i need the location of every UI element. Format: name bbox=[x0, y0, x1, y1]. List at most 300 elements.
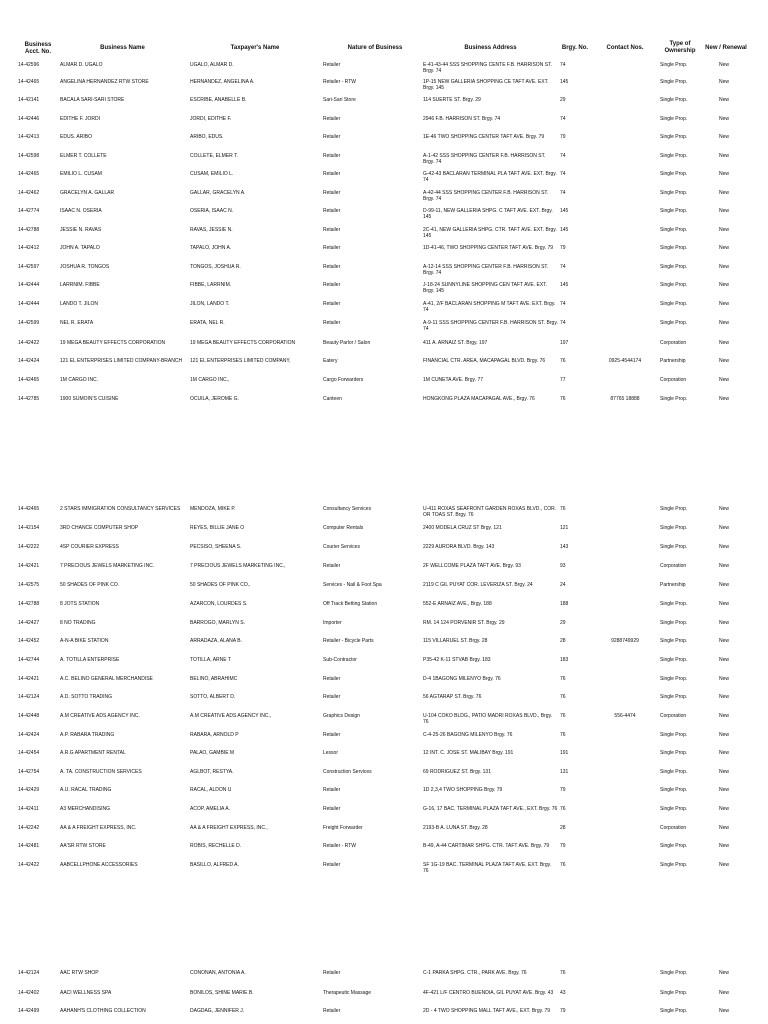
cell-nature: Construction Services bbox=[323, 769, 372, 775]
cell-tpname: BELINO, ABRAHIMC bbox=[190, 676, 238, 682]
cell-brgy: 76 bbox=[560, 862, 566, 868]
cell-brgy: 183 bbox=[560, 657, 569, 663]
header-brgy: Brgy. No. bbox=[561, 45, 589, 51]
cell-bname: NEL R. ERATA bbox=[60, 320, 94, 326]
cell-nature: Retailer bbox=[323, 320, 341, 326]
cell-acct: 14-42785 bbox=[18, 396, 40, 402]
cell-addr: G-42-43 BACLARAN TERMINAL PLA TAFT AVE. EXT. Brgy. 74 bbox=[423, 171, 557, 183]
header-ownership: Type of Ownership bbox=[664, 41, 696, 54]
cell-acct: 14-42599 bbox=[18, 320, 40, 326]
cell-bname: AABCELLPHONE ACCESSORIES bbox=[60, 862, 138, 868]
cell-bname: A. TA. CONSTRUCTION SERVICES bbox=[60, 769, 142, 775]
cell-acct: 14-42481 bbox=[18, 843, 40, 849]
cell-addr: E-41-43-44 SSS SHOPPING CENTE F.B. HARRISON ST. Brgy. 74 bbox=[423, 62, 552, 74]
cell-nr: New bbox=[719, 208, 730, 214]
cell-acct: 14-42444 bbox=[18, 282, 40, 288]
cell-brgy: 197 bbox=[560, 340, 569, 346]
cell-tpname: GALLAR, GRACELYN A. bbox=[190, 190, 246, 196]
cell-bname: EDUS. ARIBO bbox=[60, 134, 92, 140]
cell-acct: 14-42597 bbox=[18, 264, 40, 270]
cell-bname: A.R.G APARTMENT RENTAL bbox=[60, 750, 126, 756]
cell-tpname: PECSISO, SHEENA S. bbox=[190, 544, 242, 550]
cell-own: Single Prop. bbox=[660, 638, 688, 644]
cell-own: Single Prop. bbox=[660, 134, 688, 140]
cell-acct: 14-42446 bbox=[18, 116, 40, 122]
cell-acct: 14-42465 bbox=[18, 171, 40, 177]
cell-acct: 14-42424 bbox=[18, 732, 40, 738]
header-contact: Contact Nos. bbox=[606, 45, 644, 51]
cell-brgy: 191 bbox=[560, 750, 569, 756]
cell-addr: A-9-11 SSS SHOPPING CENTER F.B. HARRISON ST. Brgy. 74 bbox=[423, 320, 558, 332]
cell-brgy: 74 bbox=[560, 62, 566, 68]
cell-contact: 87765 18888 bbox=[610, 396, 640, 402]
cell-brgy: 74 bbox=[560, 264, 566, 270]
cell-nature: Sub-Contractor bbox=[323, 657, 357, 663]
cell-acct: 14-42421 bbox=[18, 676, 40, 682]
cell-own: Single Prop. bbox=[660, 190, 688, 196]
cell-nature: Retailer bbox=[323, 190, 341, 196]
cell-nature: Retailer bbox=[323, 732, 341, 738]
cell-brgy: 188 bbox=[560, 601, 569, 607]
cell-brgy: 145 bbox=[560, 227, 569, 233]
cell-nr: New bbox=[719, 245, 730, 251]
cell-bname: JOHN A. TAPALO bbox=[60, 245, 100, 251]
cell-own: Single Prop. bbox=[660, 694, 688, 700]
cell-brgy: 77 bbox=[560, 377, 566, 383]
cell-nature: Off Track Betting Station bbox=[323, 601, 378, 607]
cell-own: Single Prop. bbox=[660, 544, 688, 550]
cell-addr: 2193-B A. LUNA ST. Brgy. 28 bbox=[423, 825, 488, 831]
cell-nr: New bbox=[719, 657, 730, 663]
cell-acct: 14-42424 bbox=[18, 358, 40, 364]
cell-nr: New bbox=[719, 190, 730, 196]
cell-acct: 14-42448 bbox=[18, 713, 40, 719]
cell-addr: 114 SUERTE ST. Brgy. 29 bbox=[423, 97, 481, 103]
cell-acct: 14-42141 bbox=[18, 97, 40, 103]
cell-nature: Retailer bbox=[323, 862, 341, 868]
cell-addr: 2C-41, NEW GALLERIA SHPG. CTR. TAFT AVE. EXT. Brgy. 145 bbox=[423, 227, 557, 239]
cell-own: Single Prop. bbox=[660, 769, 688, 775]
cell-brgy: 74 bbox=[560, 320, 566, 326]
header-taxpayer-name: Taxpayer's Name bbox=[230, 45, 280, 51]
cell-tpname: ACOP, AMELIA A. bbox=[190, 806, 230, 812]
cell-nature: Sari-Sari Store bbox=[323, 97, 356, 103]
cell-nr: New bbox=[719, 97, 730, 103]
cell-acct: 14-42465 bbox=[18, 506, 40, 512]
cell-acct: 14-42575 bbox=[18, 582, 40, 588]
cell-tpname: MENDOZA, MIKE P. bbox=[190, 506, 236, 512]
cell-bname: EDITHE F. JORDI bbox=[60, 116, 101, 122]
cell-nr: New bbox=[719, 377, 730, 383]
cell-own: Corporation bbox=[660, 377, 687, 383]
cell-brgy: 29 bbox=[560, 97, 566, 103]
cell-acct: 14-42454 bbox=[18, 750, 40, 756]
cell-acct: 14-42411 bbox=[18, 806, 39, 812]
cell-nr: New bbox=[719, 732, 730, 738]
cell-bname: 3RD CHANCE COMPUTER SHOP bbox=[60, 525, 139, 531]
cell-bname: 8 NO TRADING bbox=[60, 620, 96, 626]
cell-tpname: REYES, BILLIE JANE O bbox=[190, 525, 245, 531]
cell-bname: EMILIO L. CUSAM bbox=[60, 171, 102, 177]
cell-own: Corporation bbox=[660, 825, 687, 831]
cell-acct: 14-42154 bbox=[18, 525, 40, 531]
cell-addr: 1E-46 TWO SHOPPING CENTER TAFT AVE. Brgy. 79 bbox=[423, 134, 545, 140]
cell-brgy: 76 bbox=[560, 358, 566, 364]
cell-bname: 8 JOTS STATION bbox=[60, 601, 100, 607]
cell-own: Single Prop. bbox=[660, 750, 688, 756]
cell-own: Single Prop. bbox=[660, 676, 688, 682]
cell-nature: Services - Nail & Foot Spa bbox=[323, 582, 382, 588]
cell-nature: Computer Rentals bbox=[323, 525, 364, 531]
cell-nature: Therapeutic Massage bbox=[323, 990, 372, 996]
cell-acct: 14-42465 bbox=[18, 79, 40, 85]
cell-brgy: 76 bbox=[560, 676, 566, 682]
cell-bname: A.C. BELINO GENERAL MERCHANDISE bbox=[60, 676, 153, 682]
cell-addr: 1P-15 NEW GALLERIA SHOPPING CE TAFT AVE. EXT. Brgy. 145 bbox=[423, 79, 549, 91]
cell-contact: 0925-4544174 bbox=[608, 358, 642, 364]
cell-acct: 14-42754 bbox=[18, 769, 40, 775]
cell-tpname: CUSAM, EMILIO L. bbox=[190, 171, 234, 177]
cell-brgy: 131 bbox=[560, 769, 569, 775]
cell-tpname: COLLETE, ELMER T. bbox=[190, 153, 238, 159]
cell-nr: New bbox=[719, 620, 730, 626]
cell-nr: New bbox=[719, 282, 730, 288]
cell-addr: 1M CUNETA AVE. Brgy. 77 bbox=[423, 377, 484, 383]
cell-nature: Retailer - Bicycle Parts bbox=[323, 638, 374, 644]
cell-bname: A-N-A BIKE STATION bbox=[60, 638, 109, 644]
cell-bname: ELMER T. COLLETE bbox=[60, 153, 107, 159]
cell-bname: A.P. RABARA TRADING bbox=[60, 732, 115, 738]
cell-bname: JOSHUA R. TONGOS bbox=[60, 264, 110, 270]
cell-own: Single Prop. bbox=[660, 1008, 688, 1014]
cell-acct: 14-42788 bbox=[18, 601, 40, 607]
cell-bname: ISAAC N. OSERIA bbox=[60, 208, 102, 214]
cell-bname: LANDO T. JILON bbox=[60, 301, 98, 307]
cell-own: Single Prop. bbox=[660, 806, 688, 812]
cell-nr: New bbox=[719, 806, 730, 812]
cell-acct: 14-42412 bbox=[18, 245, 40, 251]
cell-nature: Retailer bbox=[323, 245, 341, 251]
cell-own: Single Prop. bbox=[660, 620, 688, 626]
cell-addr: 2D - 4 TWO SHOPPING MALL TAFT AVE., EXT. Brgy. 79 bbox=[423, 1008, 551, 1014]
cell-nr: New bbox=[719, 301, 730, 307]
cell-nr: New bbox=[719, 358, 730, 364]
cell-tpname: OCUILA, JEROME G. bbox=[190, 396, 239, 402]
cell-nature: Retailer bbox=[323, 676, 341, 682]
cell-nr: New bbox=[719, 862, 730, 868]
cell-addr: A-1-42 SSS SHOPPING CENTER F.B. HARRISON ST. Brgy. 74 bbox=[423, 153, 546, 165]
cell-bname: AA'SR RTW STORE bbox=[60, 843, 106, 849]
cell-nr: New bbox=[719, 506, 730, 512]
cell-nature: Retailer bbox=[323, 301, 341, 307]
cell-nr: New bbox=[719, 769, 730, 775]
cell-own: Single Prop. bbox=[660, 601, 688, 607]
cell-nature: Retailer - RTW bbox=[323, 843, 356, 849]
cell-brgy: 76 bbox=[560, 506, 566, 512]
cell-nr: New bbox=[719, 582, 730, 588]
cell-own: Single Prop. bbox=[660, 282, 688, 288]
cell-tpname: TOTILLA, ARNE T bbox=[190, 657, 231, 663]
cell-addr: J-18-24 SUNNYLINE SHOPPING CEN TAFT AVE. EXT. Brgy. 145 bbox=[423, 282, 548, 294]
cell-brgy: 74 bbox=[560, 116, 566, 122]
cell-bname: 1M CARGO INC. bbox=[60, 377, 99, 383]
cell-addr: 2400 MODELA CRUZ ST Brgy. 121 bbox=[423, 525, 502, 531]
cell-nature: Importer bbox=[323, 620, 342, 626]
cell-own: Single Prop. bbox=[660, 116, 688, 122]
cell-addr: 2119 C GIL PUYAT COR. LEVERIZA ST. Brgy. 24 bbox=[423, 582, 533, 588]
cell-own: Partnership bbox=[660, 358, 686, 364]
cell-nr: New bbox=[719, 227, 730, 233]
cell-nature: Retailer bbox=[323, 62, 341, 68]
cell-addr: 2946 F.B. HARRISON ST. Brgy. 74 bbox=[423, 116, 501, 122]
cell-nr: New bbox=[719, 396, 730, 402]
cell-nr: New bbox=[719, 676, 730, 682]
cell-nature: Retailer bbox=[323, 806, 341, 812]
cell-nr: New bbox=[719, 787, 730, 793]
cell-acct: 14-42596 bbox=[18, 62, 40, 68]
cell-addr: U-104 COKO BLDG., PATIO MADRI ROXAS BLVD., Brgy. 76 bbox=[423, 713, 553, 725]
cell-tpname: SOTTO, ALBERT D. bbox=[190, 694, 236, 700]
cell-tpname: TAPALO, JOHN A. bbox=[190, 245, 232, 251]
cell-tpname: JORDI, EDITHE F. bbox=[190, 116, 232, 122]
cell-tpname: AGLBOT, RESTYA. bbox=[190, 769, 234, 775]
cell-acct: 14-42429 bbox=[18, 787, 40, 793]
cell-brgy: 121 bbox=[560, 525, 569, 531]
cell-own: Corporation bbox=[660, 713, 687, 719]
cell-brgy: 76 bbox=[560, 970, 566, 976]
cell-brgy: 79 bbox=[560, 1008, 566, 1014]
cell-bname: A.U. RACAL TRADING bbox=[60, 787, 112, 793]
cell-brgy: 76 bbox=[560, 694, 566, 700]
cell-nr: New bbox=[719, 1008, 730, 1014]
cell-brgy: 93 bbox=[560, 563, 566, 569]
cell-tpname: OSERIA, ISAAC N. bbox=[190, 208, 234, 214]
cell-brgy: 143 bbox=[560, 544, 569, 550]
cell-nature: Freight Forwarder bbox=[323, 825, 363, 831]
cell-addr: D-4 1BAGONG MILENYO Brgy. 76 bbox=[423, 676, 501, 682]
cell-nr: New bbox=[719, 79, 730, 85]
cell-bname: 7 PRECIOUS JEWELS MARKETING INC. bbox=[60, 563, 155, 569]
cell-addr: 1D 2,3,4 TWO SHOPPING Brgy. 79 bbox=[423, 787, 503, 793]
cell-nature: Retailer bbox=[323, 1008, 341, 1014]
cell-own: Single Prop. bbox=[660, 208, 688, 214]
cell-acct: 14-42402 bbox=[18, 990, 40, 996]
cell-bname: JESSIE N. RAVAS bbox=[60, 227, 102, 233]
cell-nature: Beauty Parlor / Salon bbox=[323, 340, 371, 346]
cell-acct: 14-42774 bbox=[18, 208, 40, 214]
cell-acct: 14-42222 bbox=[18, 544, 40, 550]
cell-acct: 14-42413 bbox=[18, 134, 40, 140]
cell-bname: ANGELINA HERNANDEZ RTW STORE bbox=[60, 79, 149, 85]
cell-tpname: ARIBO, EDUS. bbox=[190, 134, 224, 140]
cell-addr: 2F WELLCOME PLAZA TAFT AVE. Brgy. 93 bbox=[423, 563, 521, 569]
cell-tpname: 1M CARGO INC., bbox=[190, 377, 230, 383]
cell-addr: G-16, 17 BAC. TERMINAL PLAZA TAFT AVE., EXT. Brgy. 76 bbox=[423, 806, 558, 812]
cell-addr: 1D-41-46, TWO SHOPPING CENTER TAFT AVE. Brgy. 79 bbox=[423, 245, 554, 251]
table-header bbox=[0, 40, 768, 62]
cell-nature: Retailer bbox=[323, 208, 341, 214]
cell-addr: C-1 PARKA SHPG. CTR., PARK AVE. Brgy. 76 bbox=[423, 970, 527, 976]
cell-tpname: 19 MEGA BEAUTY EFFECTS CORPORATION bbox=[190, 340, 296, 346]
cell-nr: New bbox=[719, 970, 730, 976]
cell-addr: 56 AGTARAP ST. Brgy. 76 bbox=[423, 694, 482, 700]
cell-bname: 2 STARS IMMIGRATION CONSULTANCY SERVICES bbox=[60, 506, 181, 512]
cell-own: Single Prop. bbox=[660, 970, 688, 976]
cell-own: Single Prop. bbox=[660, 62, 688, 68]
cell-nr: New bbox=[719, 62, 730, 68]
cell-bname: 50 SHADES OF PINK CO. bbox=[60, 582, 120, 588]
cell-bname: 1900 SUMOIN'S CUISINE bbox=[60, 396, 119, 402]
cell-bname: A. TOTILLA ENTERPRISE bbox=[60, 657, 120, 663]
cell-acct: 14-42499 bbox=[18, 1008, 40, 1014]
cell-nr: New bbox=[719, 750, 730, 756]
cell-nr: New bbox=[719, 563, 730, 569]
cell-tpname: UGALO, ALMAR D. bbox=[190, 62, 234, 68]
cell-tpname: RAVAS, JESSIE N. bbox=[190, 227, 233, 233]
cell-tpname: AZARCON, LOURDES S. bbox=[190, 601, 248, 607]
cell-own: Single Prop. bbox=[660, 320, 688, 326]
cell-addr: 69 RODRIGUEZ ST. Brgy. 131 bbox=[423, 769, 491, 775]
cell-addr: 4F-421 L/F CENTRO BUENDIA, GIL PUYAT AVE. Brgy. 43 bbox=[423, 990, 554, 996]
cell-own: Single Prop. bbox=[660, 657, 688, 663]
cell-acct: 14-42598 bbox=[18, 153, 40, 159]
cell-brgy: 76 bbox=[560, 806, 566, 812]
cell-nr: New bbox=[719, 843, 730, 849]
cell-bname: 121 EL ENTERPRISES LIMITED COMPANY-BRANCH bbox=[60, 358, 183, 364]
cell-brgy: 74 bbox=[560, 153, 566, 159]
cell-nature: Eatery bbox=[323, 358, 338, 364]
header-new-renewal: New / Renewal bbox=[705, 45, 747, 51]
cell-nature: Retailer bbox=[323, 116, 341, 122]
cell-bname: ALMAR D. UGALO bbox=[60, 62, 103, 68]
cell-nr: New bbox=[719, 990, 730, 996]
cell-nr: New bbox=[719, 601, 730, 607]
cell-own: Single Prop. bbox=[660, 506, 688, 512]
cell-brgy: 79 bbox=[560, 245, 566, 251]
cell-brgy: 74 bbox=[560, 190, 566, 196]
cell-tpname: RACAL, ALDON U bbox=[190, 787, 232, 793]
cell-nr: New bbox=[719, 264, 730, 270]
cell-brgy: 29 bbox=[560, 620, 566, 626]
cell-bname: A.M CREATIVE ADS AGENCY INC. bbox=[60, 713, 140, 719]
cell-brgy: 145 bbox=[560, 79, 569, 85]
cell-acct: 14-42124 bbox=[18, 694, 40, 700]
cell-addr: C-4-25-26 BAGONG MILENYO Brgy. 76 bbox=[423, 732, 513, 738]
cell-acct: 14-42427 bbox=[18, 620, 40, 626]
cell-nr: New bbox=[719, 713, 730, 719]
cell-nr: New bbox=[719, 116, 730, 122]
cell-bname: AAHANH'S CLOTHING COLLECTION bbox=[60, 1008, 146, 1014]
cell-tpname: 7 PRECIOUS JEWELS MARKETING INC., bbox=[190, 563, 286, 569]
cell-brgy: 24 bbox=[560, 582, 566, 588]
cell-tpname: BASILLO, ALFRED A. bbox=[190, 862, 239, 868]
cell-brgy: 76 bbox=[560, 713, 566, 719]
cell-addr: 2229 AURORA BLVD. Brgy. 143 bbox=[423, 544, 495, 550]
cell-nature: Retailer bbox=[323, 264, 341, 270]
cell-addr: FINANCIAL CTR. AREA, MACAPAGAL BLVD. Brgy. 76 bbox=[423, 358, 546, 364]
cell-acct: 14-42788 bbox=[18, 227, 40, 233]
cell-brgy: 28 bbox=[560, 638, 566, 644]
cell-addr: P35-42 K-11 STVAB Brgy. 183 bbox=[423, 657, 491, 663]
header-nature: Nature of Business bbox=[347, 45, 403, 51]
cell-addr: 552-E ARNAIZ AVE., Brgy. 188 bbox=[423, 601, 492, 607]
cell-nature: Retailer - RTW bbox=[323, 79, 356, 85]
cell-own: Single Prop. bbox=[660, 245, 688, 251]
cell-nature: Retailer bbox=[323, 787, 341, 793]
cell-bname: GRACELYN A. GALLAR bbox=[60, 190, 115, 196]
cell-tpname: FIBBE, LARRNIM. bbox=[190, 282, 232, 288]
cell-brgy: 79 bbox=[560, 843, 566, 849]
cell-acct: 14-42124 bbox=[18, 970, 40, 976]
cell-nature: Retailer bbox=[323, 970, 341, 976]
cell-nr: New bbox=[719, 134, 730, 140]
cell-tpname: 121 EL ENTERPRISES LIMITED COMPANY, bbox=[190, 358, 291, 364]
cell-brgy: 145 bbox=[560, 208, 569, 214]
cell-addr: A-42-44 SSS SHOPPING CENTER F.B. HARRISON ST. Brgy. 74 bbox=[423, 190, 549, 202]
cell-own: Single Prop. bbox=[660, 97, 688, 103]
cell-acct: 14-42462 bbox=[18, 190, 40, 196]
cell-acct: 14-42452 bbox=[18, 638, 40, 644]
cell-own: Single Prop. bbox=[660, 153, 688, 159]
cell-bname: AAC RTW SHOP bbox=[60, 970, 99, 976]
cell-addr: HONGKONG PLAZA MACAPAGAL AVE., Brgy. 76 bbox=[423, 396, 535, 402]
cell-addr: 12 INT. C. JOSE ST. MALIBAY Brgy. 191 bbox=[423, 750, 514, 756]
cell-nature: Cargo Forwarders bbox=[323, 377, 364, 383]
cell-own: Single Prop. bbox=[660, 990, 688, 996]
cell-tpname: ESCRIBE, ANABELLE B. bbox=[190, 97, 247, 103]
cell-nature: Retailer bbox=[323, 694, 341, 700]
cell-acct: 14-42444 bbox=[18, 301, 40, 307]
cell-nature: Retailer bbox=[323, 171, 341, 177]
cell-tpname: TONGOS, JOSHUA R. bbox=[190, 264, 241, 270]
cell-brgy: 76 bbox=[560, 732, 566, 738]
cell-tpname: AA & A FREIGHT EXPRESS, INC., bbox=[190, 825, 268, 831]
cell-addr: A-12-14 SSS SHOPPING CENTER F.B. HARRISON ST. Brgy. 74 bbox=[423, 264, 549, 276]
cell-bname: A3 MERCHANDISING bbox=[60, 806, 111, 812]
cell-nr: New bbox=[719, 638, 730, 644]
cell-tpname: A.M CREATIVE ADS AGENCY INC., bbox=[190, 713, 272, 719]
cell-acct: 14-42422 bbox=[18, 862, 40, 868]
cell-nature: Retailer bbox=[323, 153, 341, 159]
cell-own: Single Prop. bbox=[660, 732, 688, 738]
cell-acct: 14-42422 bbox=[18, 340, 40, 346]
cell-nature: Retailer bbox=[323, 282, 341, 288]
cell-nr: New bbox=[719, 544, 730, 550]
cell-tpname: ROBIS, RECHELLE D. bbox=[190, 843, 242, 849]
cell-brgy: 28 bbox=[560, 825, 566, 831]
cell-brgy: 74 bbox=[560, 171, 566, 177]
cell-nr: New bbox=[719, 171, 730, 177]
cell-addr: B-49, A-44 CARTIMAR SHPG. CTR. TAFT AVE. Brgy. 79 bbox=[423, 843, 550, 849]
cell-nature: Lessor bbox=[323, 750, 339, 756]
cell-brgy: 74 bbox=[560, 301, 566, 307]
cell-bname: 19 MEGA BEAUTY EFFECTS CORPORATION bbox=[60, 340, 166, 346]
header-business-name: Business Name bbox=[100, 45, 145, 51]
cell-contact: 556-4474 bbox=[614, 713, 636, 719]
cell-addr: SF 1G-19 BAC. TERMINAL PLAZA TAFT AVE. EXT. Brgy. 76 bbox=[423, 862, 552, 874]
cell-own: Single Prop. bbox=[660, 301, 688, 307]
cell-nr: New bbox=[719, 153, 730, 159]
cell-tpname: 50 SHADES OF PINK CO., bbox=[190, 582, 251, 588]
cell-bname: LARRNIM. FIBBE bbox=[60, 282, 100, 288]
cell-contact: 9288749929 bbox=[611, 638, 639, 644]
cell-tpname: PALAO, GAMBIE M bbox=[190, 750, 235, 756]
cell-brgy: 43 bbox=[560, 990, 566, 996]
cell-brgy: 79 bbox=[560, 134, 566, 140]
cell-nr: New bbox=[719, 320, 730, 326]
cell-own: Corporation bbox=[660, 563, 687, 569]
cell-addr: 115 VILLARUEL ST. Brgy. 28 bbox=[423, 638, 488, 644]
